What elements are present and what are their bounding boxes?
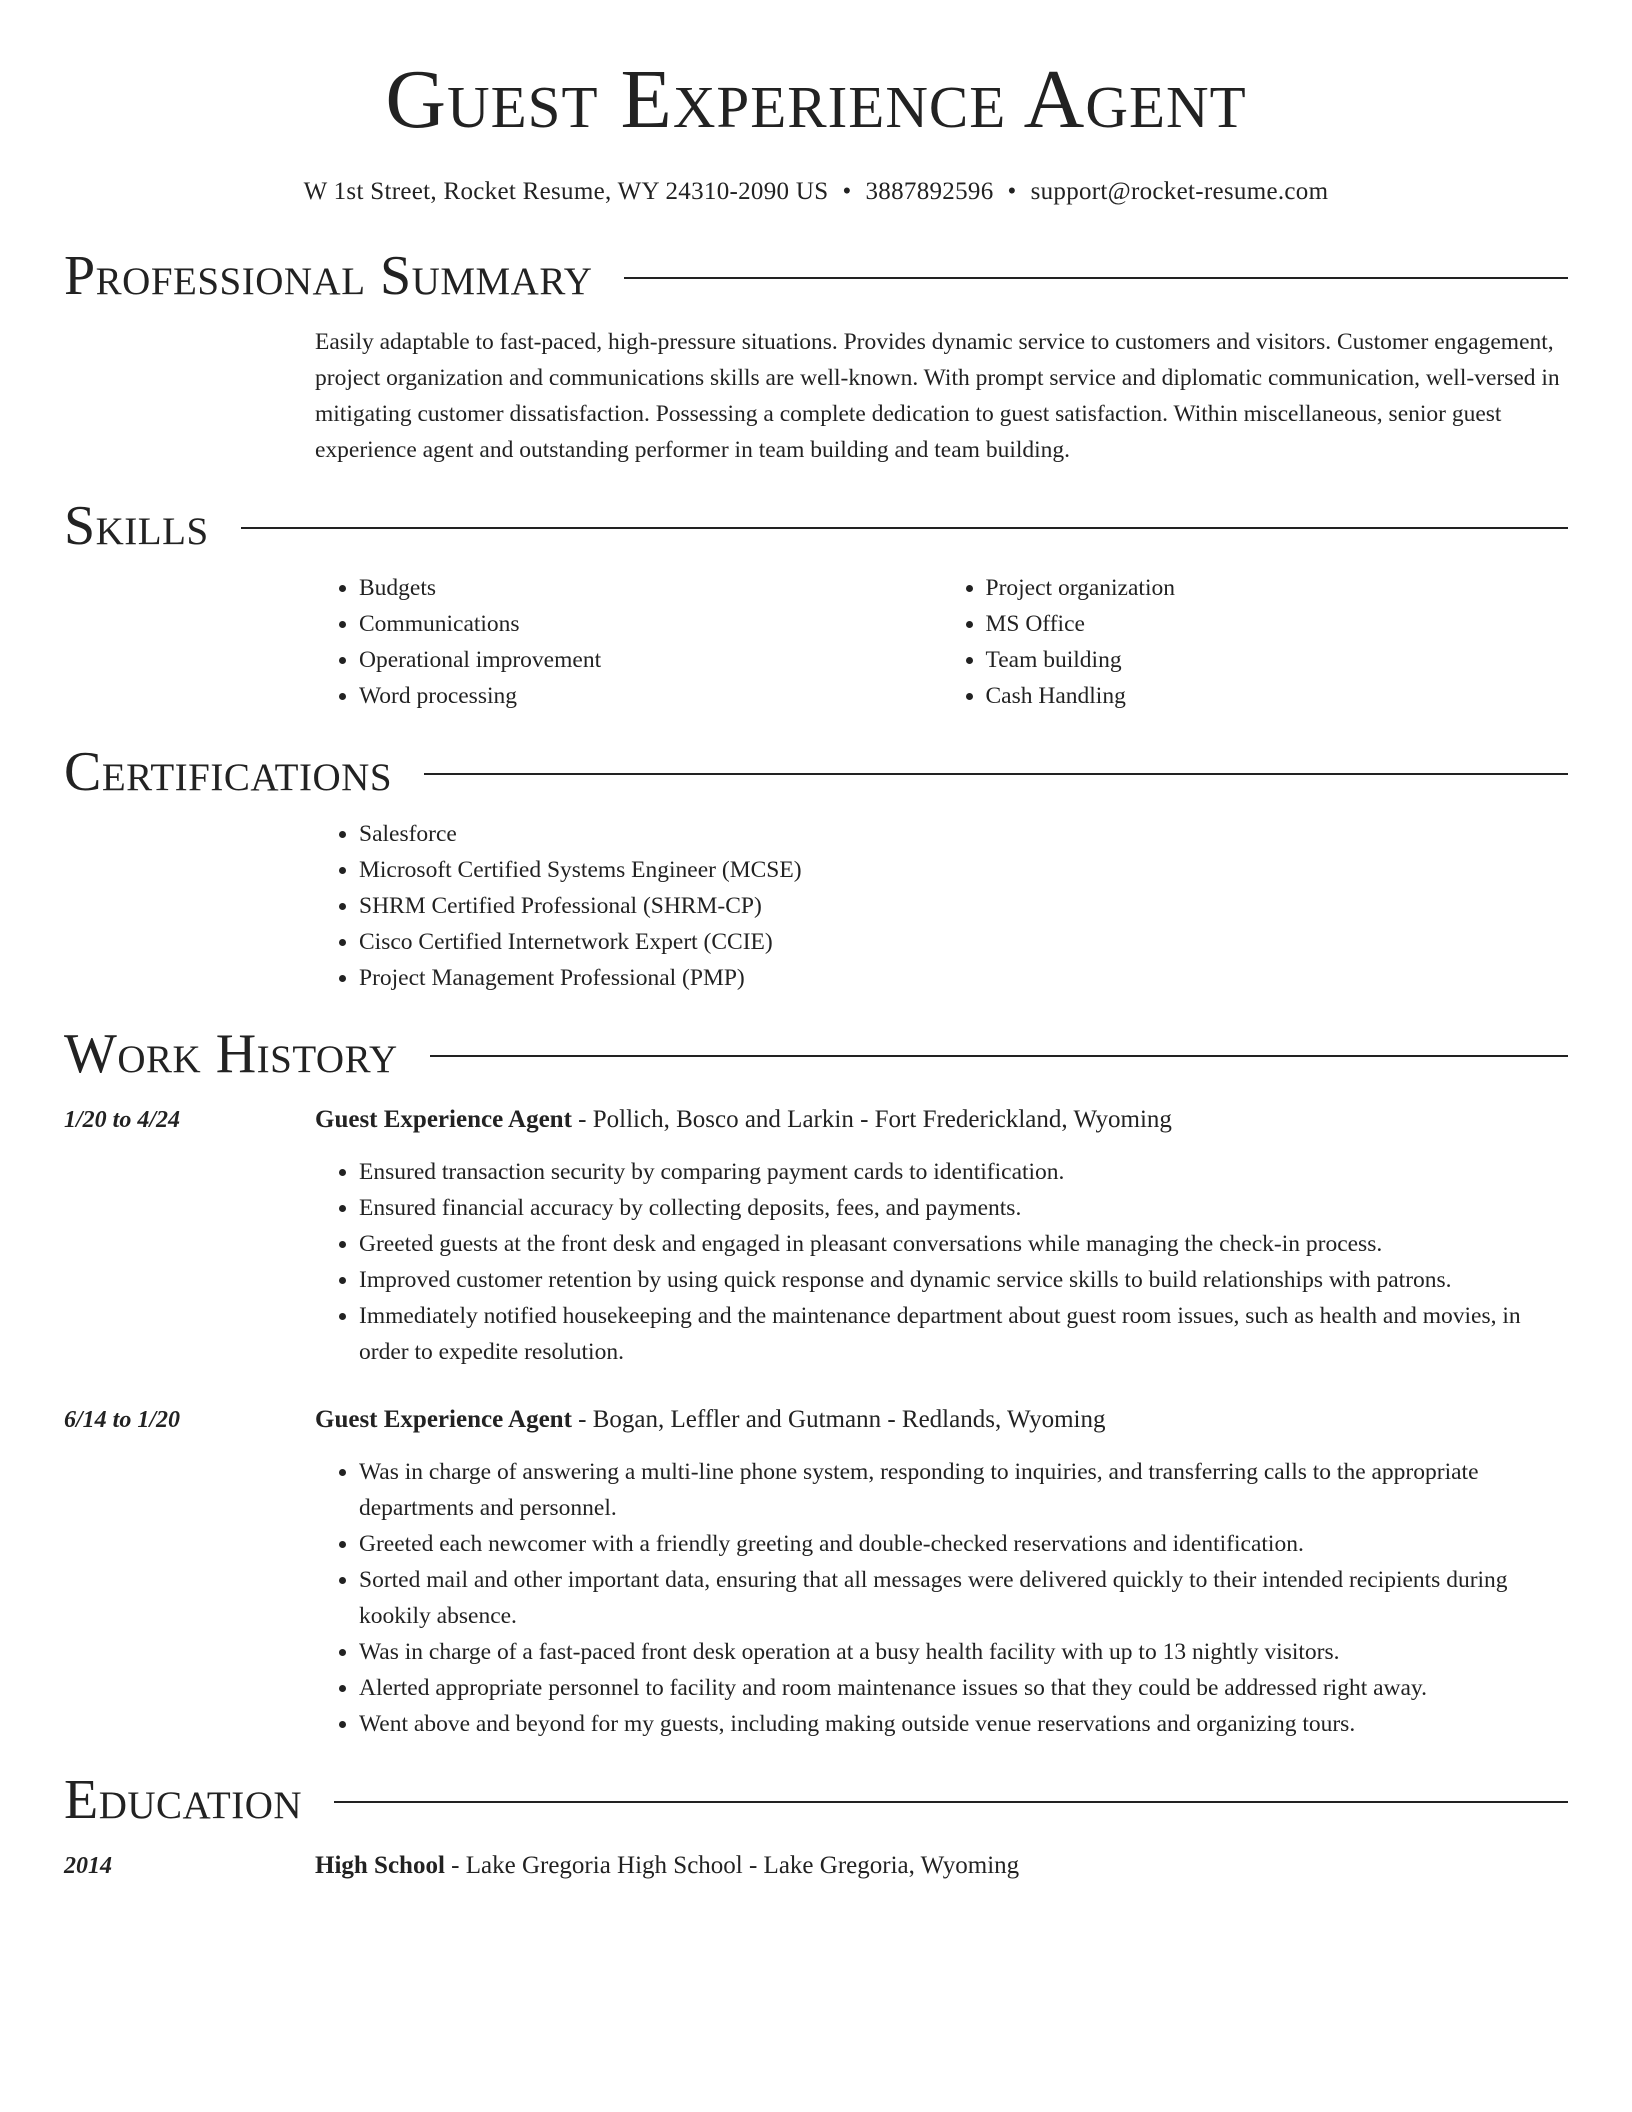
- certification-item: • Microsoft Certified Systems Engineer (MCSE): [359, 852, 1568, 888]
- section-divider: [241, 527, 1568, 529]
- education-content: [315, 1848, 1568, 1884]
- section-heading: Professional Summary: [64, 245, 593, 307]
- job-content: [315, 1102, 1568, 1370]
- job-bullet: • Ensured transaction security by comparing payment cards to identification.: [359, 1154, 1568, 1190]
- job-title-line: [315, 1402, 1568, 1438]
- skill-item: • Project organization: [986, 570, 1569, 606]
- job-title-line: [315, 1102, 1568, 1138]
- skill-item: • Cash Handling: [986, 678, 1569, 714]
- job-bullet: • Greeted each newcomer with a friendly greeting and double-checked reservations and identification.: [359, 1526, 1568, 1562]
- section-heading: Skills: [64, 495, 209, 557]
- job-entry: [64, 1402, 1568, 1742]
- job-bullets: [315, 1154, 1568, 1370]
- skills-column-right: [942, 570, 1569, 714]
- school-details: - Lake Gregoria High School - Lake Gregoria, Wyoming: [444, 1852, 1020, 1879]
- phone: 3887892596: [865, 178, 994, 205]
- work-section-header: [64, 1023, 1568, 1085]
- certification-item: • Salesforce: [359, 816, 1568, 852]
- certification-item: • Project Management Professional (PMP): [359, 960, 1568, 996]
- job-title: Guest Experience Agent: [315, 1406, 572, 1433]
- job-bullet: • Immediately notified housekeeping and the maintenance department about guest room issues, such as health and movies, in order to expedite resolution.: [359, 1298, 1568, 1370]
- certifications-list: [315, 816, 1568, 996]
- degree: High School: [315, 1852, 445, 1879]
- education-line: [315, 1848, 1568, 1884]
- skills-column-left: [315, 570, 942, 714]
- job-employer: - Bogan, Leffler and Gutmann - Redlands, Wyoming: [571, 1406, 1106, 1433]
- job-bullet: • Was in charge of a fast-paced front desk operation at a busy health facility with up to 13 nightly visitors.: [359, 1634, 1568, 1670]
- skill-item: • Budgets: [359, 570, 942, 606]
- section-divider: [624, 277, 1568, 279]
- job-dates: 1/20 to 4/24: [64, 1107, 181, 1133]
- section-heading: Work History: [64, 1023, 398, 1085]
- skills-list: [315, 570, 1568, 714]
- job-entry: [64, 1102, 1568, 1370]
- skills-section-header: [64, 495, 1568, 557]
- job-dates: 6/14 to 1/20: [64, 1407, 181, 1433]
- job-bullet: • Greeted guests at the front desk and engaged in pleasant conversations while managing the check-in process.: [359, 1226, 1568, 1262]
- skill-item: • Communications: [359, 606, 942, 642]
- job-title: Guest Experience Agent: [315, 1106, 572, 1133]
- summary-text: Easily adaptable to fast-paced, high-pressure situations. Provides dynamic service to customers and visitors. Customer engagement, project organization and communications skills are well-known. With prompt service and diplomatic communication, well-versed in mitigating customer dissatisfaction. Possessing a complete dedication to guest satisfaction. Within miscellaneous, senior guest experience agent and outstanding performer in team building and team building.: [315, 329, 1560, 463]
- section-divider: [424, 773, 1568, 775]
- education-section-header: [64, 1769, 1568, 1831]
- certifications-ul: [315, 816, 1568, 996]
- section-heading: Certifications: [64, 741, 393, 803]
- skill-item: • Operational improvement: [359, 642, 942, 678]
- job-bullet: • Was in charge of answering a multi-line phone system, responding to inquiries, and transferring calls to the appropriate departments and personnel.: [359, 1454, 1568, 1526]
- job-bullet: • Improved customer retention by using quick response and dynamic service skills to build relationships with patrons.: [359, 1262, 1568, 1298]
- certification-item: • Cisco Certified Internetwork Expert (CCIE): [359, 924, 1568, 960]
- certifications-section-header: [64, 741, 1568, 803]
- job-bullet: • Ensured financial accuracy by collecting deposits, fees, and payments.: [359, 1190, 1568, 1226]
- contact-line: [64, 178, 1568, 206]
- job-employer: - Pollich, Bosco and Larkin - Fort Frederickland, Wyoming: [571, 1106, 1172, 1133]
- section-divider: [334, 1801, 1568, 1803]
- candidate-name: Guest Experience Agent: [385, 53, 1247, 146]
- address: W 1st Street, Rocket Resume, WY 24310-2090 US: [303, 178, 829, 205]
- job-bullet: • Went above and beyond for my guests, including making outside venue reservations and organizing tours.: [359, 1706, 1568, 1742]
- job-bullets: [315, 1454, 1568, 1742]
- skill-item: • MS Office: [986, 606, 1569, 642]
- section-divider: [430, 1055, 1568, 1057]
- skill-item: • Team building: [986, 642, 1569, 678]
- certification-item: • SHRM Certified Professional (SHRM-CP): [359, 888, 1568, 924]
- summary-section-header: [64, 245, 1568, 307]
- separator-bullet: •: [842, 178, 852, 205]
- email: support@rocket-resume.com: [1030, 178, 1329, 205]
- job-bullet: • Sorted mail and other important data, ensuring that all messages were delivered quickly to their intended recipients during kookily absence.: [359, 1562, 1568, 1634]
- education-entry: [64, 1848, 1568, 1884]
- skill-item: • Word processing: [359, 678, 942, 714]
- education-year: 2014: [64, 1853, 112, 1879]
- job-bullet: • Alerted appropriate personnel to facility and room maintenance issues so that they could be addressed right away.: [359, 1670, 1568, 1706]
- separator-bullet: •: [1007, 178, 1017, 205]
- section-heading: Education: [64, 1769, 303, 1831]
- job-content: [315, 1402, 1568, 1742]
